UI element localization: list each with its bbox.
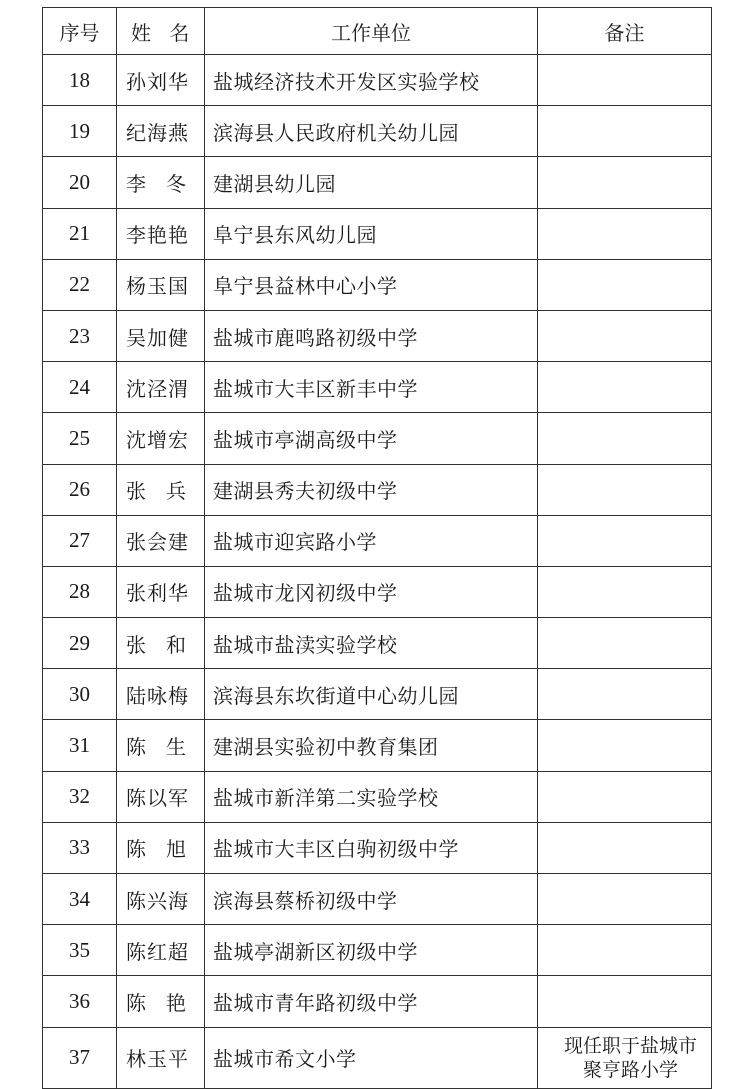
table-row (43, 515, 712, 566)
row-unit: 建湖县实验初中教育集团 (205, 720, 538, 771)
row-unit: 滨海县人民政府机关幼儿园 (205, 106, 538, 157)
row-unit: 滨海县蔡桥初级中学 (205, 874, 538, 925)
row-note (538, 259, 712, 310)
row-name: 张会建 (117, 515, 205, 566)
row-note (538, 106, 712, 157)
row-name: 陈红超 (117, 925, 205, 976)
row-num: 29 (43, 618, 117, 669)
row-name: 陈 旭 (117, 822, 205, 873)
row-unit: 盐城市鹿鸣路初级中学 (205, 310, 538, 361)
row-num: 35 (43, 925, 117, 976)
row-unit: 盐城经济技术开发区实验学校 (205, 55, 538, 106)
row-num: 33 (43, 822, 117, 873)
column-header-unit: 工作单位 (205, 8, 538, 55)
row-num: 32 (43, 771, 117, 822)
row-unit: 盐城市新洋第二实验学校 (205, 771, 538, 822)
table-row (43, 413, 712, 464)
row-name: 吴加健 (117, 310, 205, 361)
row-note (538, 566, 712, 617)
table-row (43, 464, 712, 515)
row-num: 23 (43, 310, 117, 361)
row-unit: 阜宁县益林中心小学 (205, 259, 538, 310)
row-num: 28 (43, 566, 117, 617)
table-row (43, 822, 712, 873)
row-note (538, 208, 712, 259)
row-note (538, 925, 712, 976)
row-note (538, 157, 712, 208)
row-unit: 盐城市盐渎实验学校 (205, 618, 538, 669)
table-row (43, 1027, 712, 1088)
table-header (43, 8, 712, 55)
row-name: 沈增宏 (117, 413, 205, 464)
row-num: 30 (43, 669, 117, 720)
row-num: 26 (43, 464, 117, 515)
row-note (538, 669, 712, 720)
row-note (538, 515, 712, 566)
row-note (538, 874, 712, 925)
row-unit: 建湖县秀夫初级中学 (205, 464, 538, 515)
row-unit: 盐城市龙冈初级中学 (205, 566, 538, 617)
row-note: 现任职于盐城市聚亨路小学 (538, 1027, 712, 1088)
row-unit: 盐城市大丰区白驹初级中学 (205, 822, 538, 873)
table-row (43, 157, 712, 208)
row-num: 31 (43, 720, 117, 771)
row-name: 孙刘华 (117, 55, 205, 106)
row-name: 林玉平 (117, 1027, 205, 1088)
row-num: 24 (43, 362, 117, 413)
row-unit: 阜宁县东风幼儿园 (205, 208, 538, 259)
row-unit: 滨海县东坎街道中心幼儿园 (205, 669, 538, 720)
row-unit: 盐城市亭湖高级中学 (205, 413, 538, 464)
table-row (43, 720, 712, 771)
row-name: 陈以军 (117, 771, 205, 822)
row-unit: 盐城市青年路初级中学 (205, 976, 538, 1027)
table-row (43, 925, 712, 976)
row-note (538, 55, 712, 106)
row-note (538, 413, 712, 464)
row-name: 纪海燕 (117, 106, 205, 157)
row-name: 李艳艳 (117, 208, 205, 259)
row-num: 27 (43, 515, 117, 566)
row-name: 陆咏梅 (117, 669, 205, 720)
row-unit: 盐城市希文小学 (205, 1027, 538, 1088)
row-note (538, 362, 712, 413)
row-num: 21 (43, 208, 117, 259)
row-unit: 盐城亭湖新区初级中学 (205, 925, 538, 976)
table-row (43, 362, 712, 413)
row-num: 18 (43, 55, 117, 106)
row-unit: 盐城市大丰区新丰中学 (205, 362, 538, 413)
row-name: 陈 生 (117, 720, 205, 771)
table-row (43, 618, 712, 669)
column-header-num: 序号 (43, 8, 117, 55)
staff-list-sheet (42, 7, 711, 1089)
row-unit: 建湖县幼儿园 (205, 157, 538, 208)
row-unit: 盐城市迎宾路小学 (205, 515, 538, 566)
row-note (538, 310, 712, 361)
header-row (43, 8, 712, 55)
row-name: 李 冬 (117, 157, 205, 208)
row-note (538, 464, 712, 515)
row-name: 杨玉国 (117, 259, 205, 310)
table-row (43, 55, 712, 106)
table-row (43, 874, 712, 925)
row-num: 19 (43, 106, 117, 157)
row-note (538, 822, 712, 873)
table-row (43, 771, 712, 822)
row-num: 34 (43, 874, 117, 925)
row-num: 20 (43, 157, 117, 208)
row-note (538, 976, 712, 1027)
row-name: 陈兴海 (117, 874, 205, 925)
row-note (538, 771, 712, 822)
row-num: 22 (43, 259, 117, 310)
column-header-name: 姓 名 (117, 8, 205, 55)
table-row (43, 106, 712, 157)
table-row (43, 669, 712, 720)
table-body (43, 55, 712, 1089)
row-name: 陈 艳 (117, 976, 205, 1027)
row-num: 25 (43, 413, 117, 464)
staff-table (42, 7, 712, 1089)
table-row (43, 310, 712, 361)
row-name: 张 兵 (117, 464, 205, 515)
row-num: 37 (43, 1027, 117, 1088)
table-row (43, 259, 712, 310)
row-name: 张利华 (117, 566, 205, 617)
row-name: 沈泾渭 (117, 362, 205, 413)
column-header-note: 备注 (538, 8, 712, 55)
table-row (43, 208, 712, 259)
row-name: 张 和 (117, 618, 205, 669)
table-row (43, 976, 712, 1027)
row-num: 36 (43, 976, 117, 1027)
row-note (538, 720, 712, 771)
row-note (538, 618, 712, 669)
table-row (43, 566, 712, 617)
